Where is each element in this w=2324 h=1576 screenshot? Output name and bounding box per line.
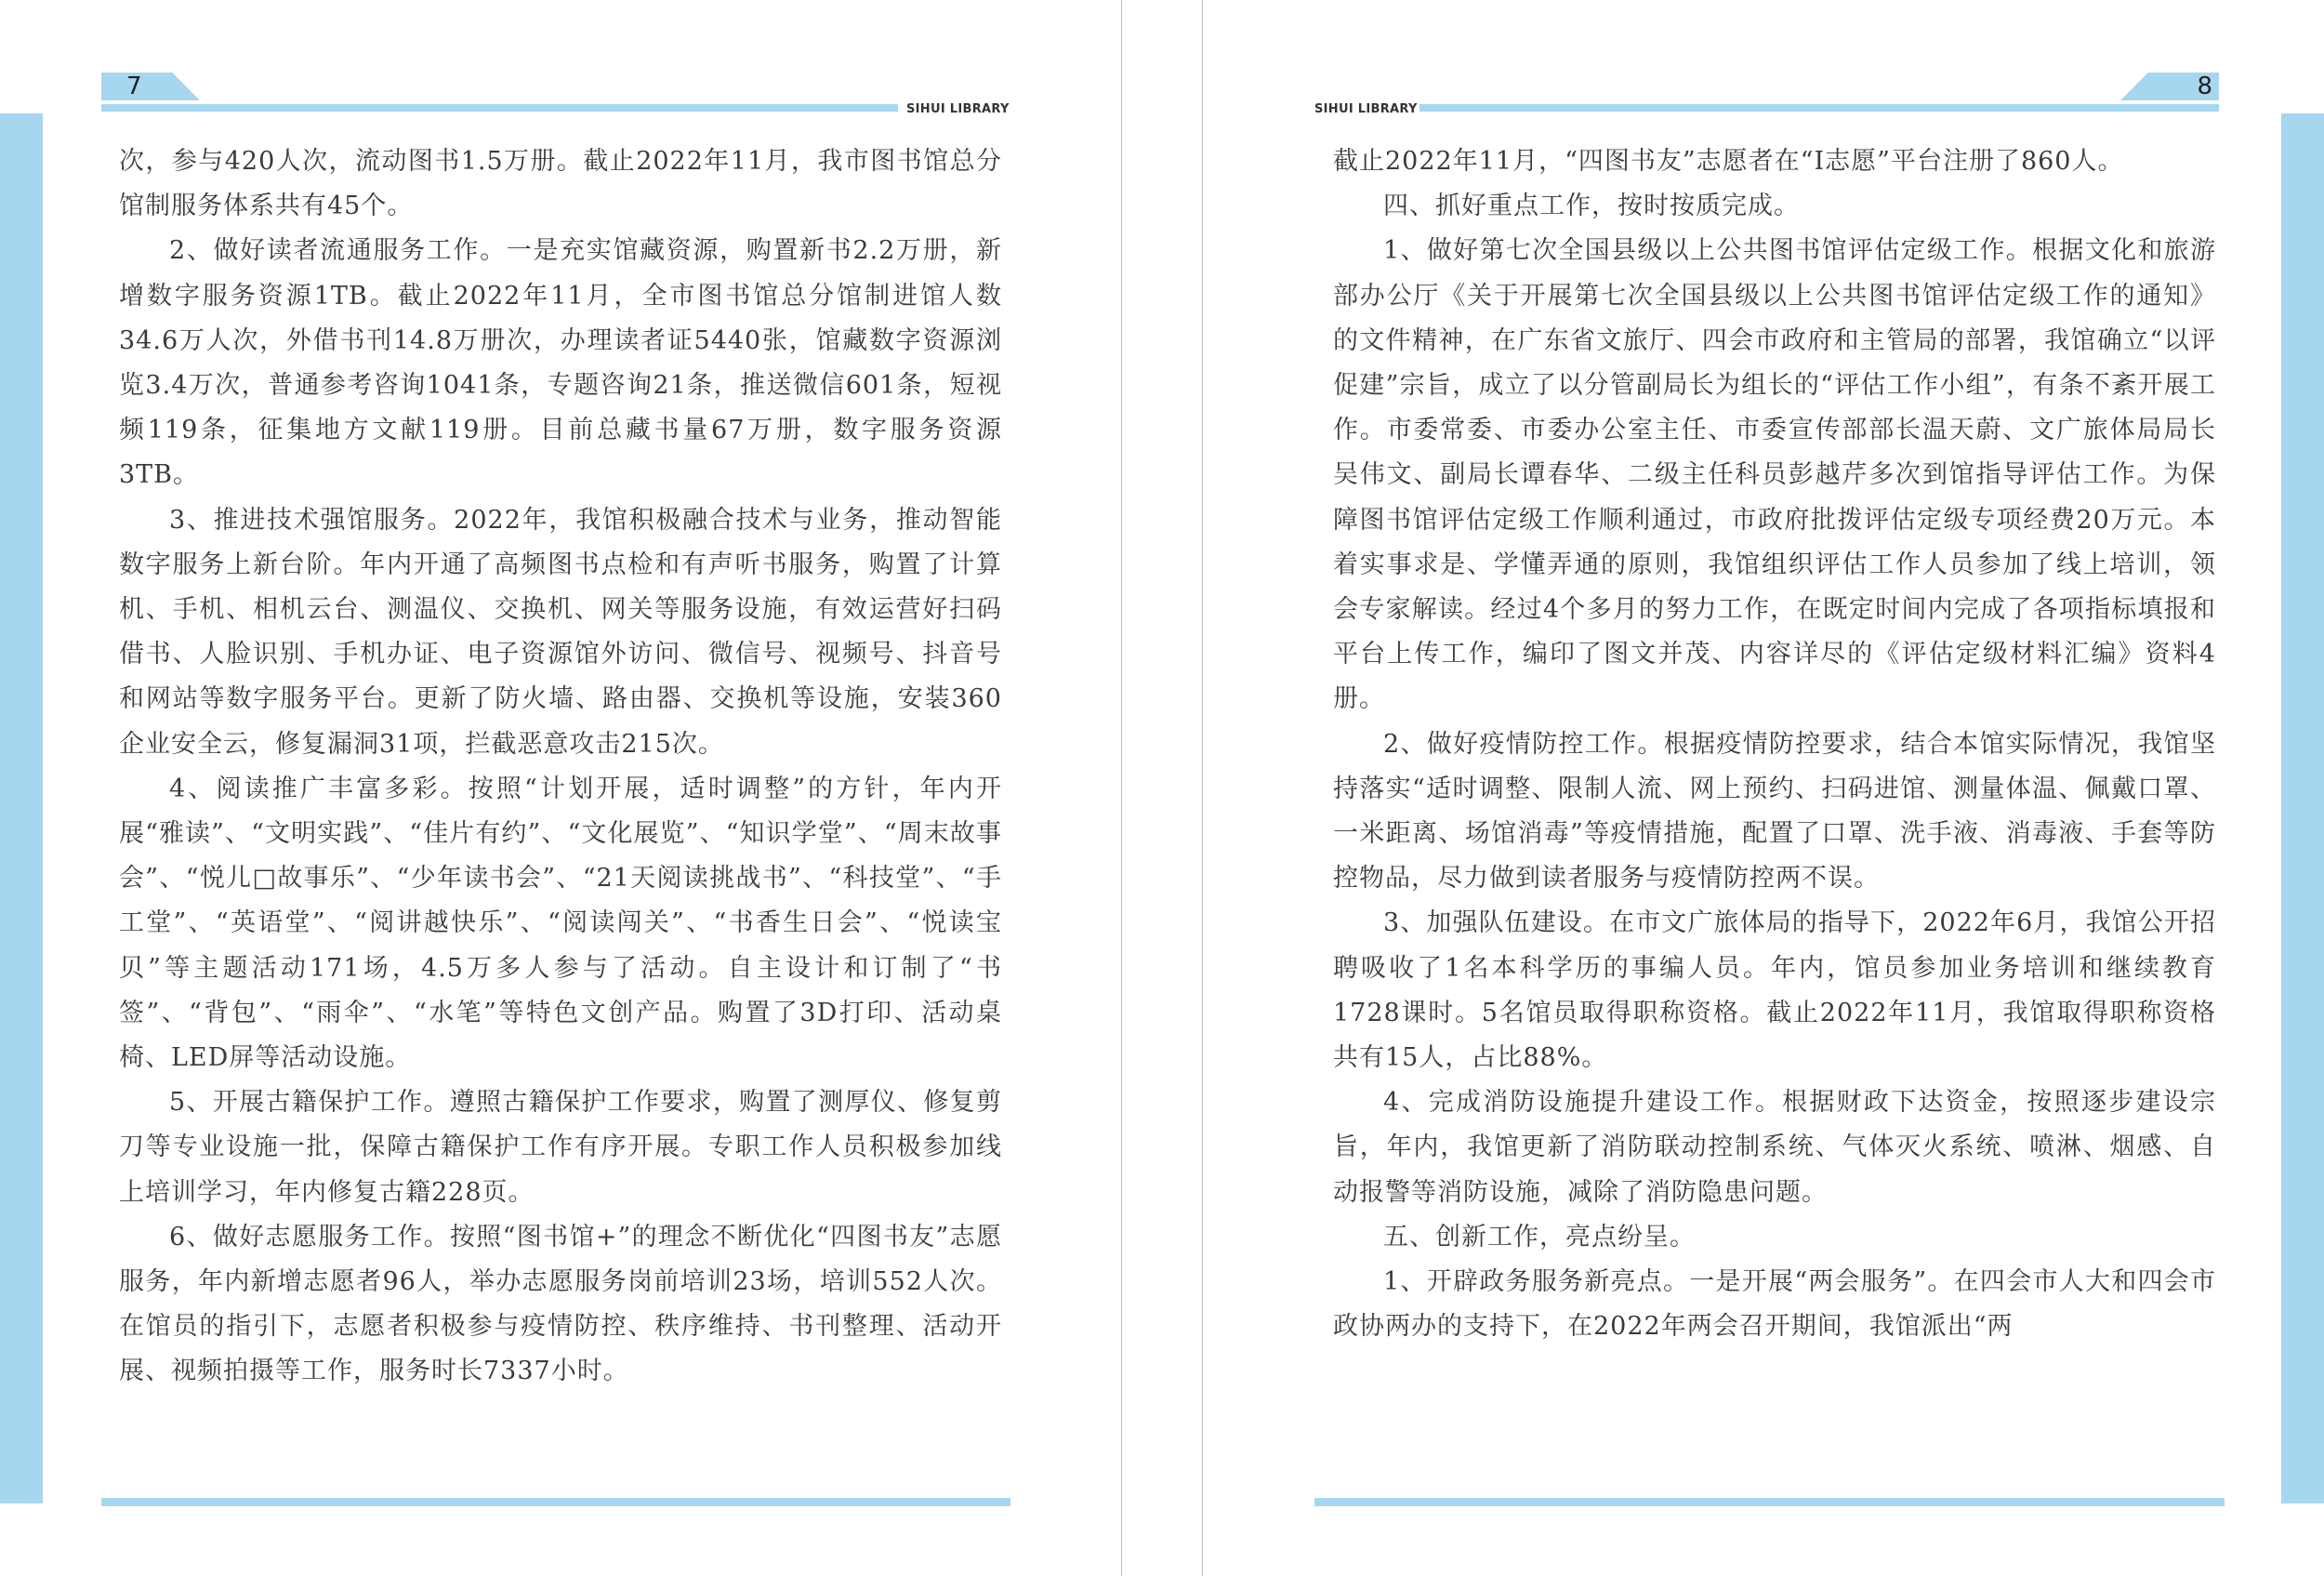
right-page: [1203, 0, 2324, 1576]
page-number-tab: [101, 73, 200, 100]
left-side-bar: [0, 113, 43, 1503]
section-heading: 五、创新工作，亮点纷呈。: [1383, 1222, 1696, 1252]
header-label: SIHUI LIBRARY: [906, 102, 1010, 116]
page-number: 8: [2197, 73, 2212, 100]
paragraph: 4、完成消防设施提升建设工作。根据财政下达资金，按照逐步建设宗旨，年内，我馆更新了消防联动控制系统、气体灭火系统、喷淋、烟感、自动报警等消防设施，减除了消防隐患问题。: [1333, 1088, 2216, 1207]
header-label: SIHUI LIBRARY: [1314, 102, 1418, 116]
page-number: 7: [126, 73, 142, 100]
paragraph: 截止2022年11月，“四图书友”志愿者在“I志愿”平台注册了860人。: [1333, 147, 2124, 176]
header-rule: [1419, 104, 2219, 112]
paragraph: 3、推进技术强馆服务。2022年，我馆积极融合技术与业务，推动智能数字服务上新台阶。年内开通了高频图书点检和有声听书服务，购置了计算机、手机、相机云台、测温仪、交换机、网关等服务设施，有效运营好扫码借书、人脸识别、手机办证、电子资源馆外访问、微信号、视频号、抖音号和网站等数字服务平台。更新了防火墙、路由器、交换机等设施，安装360企业安全云，修复漏洞31项，拦截恶意攻击215次。: [119, 505, 1002, 759]
paragraph: 1、做好第七次全国县级以上公共图书馆评估定级工作。根据文化和旅游部办公厅《关于开展第七次全国县级以上公共图书馆评估定级工作的通知》的文件精神，在广东省文旅厅、四会市政府和主管局的部署，我馆确立“以评促建”宗旨，成立了以分管副局长为组长的“评估工作小组”，有条不紊开展工作。市委常委、市委办公室主任、市委宣传部部长温天蔚、文广旅体局局长吴伟文、副局长谭春华、二级主任科员彭越芹多次到馆指导评估工作。为保障图书馆评估定级工作顺利通过，市政府批拨评估定级专项经费20万元。本着实事求是、学懂弄通的原则，我馆组织评估工作人员参加了线上培训，领会专家解读。经过4个多月的努力工作，在既定时间内完成了各项指标填报和平台上传工作，编印了图文并茂、内容详尽的《评估定级材料汇编》资料4册。: [1333, 236, 2216, 714]
footer-rule: [101, 1498, 1010, 1506]
left-page: [0, 0, 1121, 1576]
book-gutter: [1122, 0, 1202, 1576]
paragraph: 3、加强队伍建设。在市文广旅体局的指导下，2022年6月，我馆公开招聘吸收了1名本科学历的事编人员。年内，馆员参加业务培训和继续教育1728课时。5名馆员取得职称资格。截止2022年11月，我馆取得职称资格共有15人，占比88%。: [1333, 908, 2216, 1073]
paragraph: 5、开展古籍保护工作。遵照古籍保护工作要求，购置了测厚仪、修复剪刀等专业设施一批，保障古籍保护工作有序开展。专职工作人员积极参加线上培训学习，年内修复古籍228页。: [119, 1088, 1002, 1207]
footer-rule: [1314, 1498, 2225, 1506]
section-heading: 四、抓好重点工作，按时按质完成。: [1383, 192, 1800, 221]
paragraph: 2、做好读者流通服务工作。一是充实馆藏资源，购置新书2.2万册，新增数字服务资源1TB。截止2022年11月，全市图书馆总分馆制进馆人数34.6万人次，外借书刊14.8万册次，办理读者证5440张，馆藏数字资源浏览3.4万次，普通参考咨询1041条，专题咨询21条，推送微信601条，短视频119条，征集地方文献119册。目前总藏书量67万册，数字服务资源3TB。: [119, 236, 1002, 490]
right-side-bar: [2281, 113, 2324, 1503]
body-text: [1333, 139, 2216, 1349]
paragraph: 6、做好志愿服务工作。按照“图书馆+”的理念不断优化“四图书友”志愿服务，年内新增志愿者96人，举办志愿服务岗前培训23场，培训552人次。在馆员的指引下，志愿者积极参与疫情防控、秩序维持、书刊整理、活动开展、视频拍摄等工作，服务时长7337小时。: [119, 1222, 1002, 1386]
paragraph: 次，参与420人次，流动图书1.5万册。截止2022年11月，我市图书馆总分馆制服务体系共有45个。: [119, 147, 1002, 221]
header-rule: [101, 104, 898, 112]
paragraph: 2、做好疫情防控工作。根据疫情防控要求，结合本馆实际情况，我馆坚持落实“适时调整、限制人流、网上预约、扫码进馆、测量体温、佩戴口罩、一米距离、场馆消毒”等疫情措施，配置了口罩、洗手液、消毒液、手套等防控物品，尽力做到读者服务与疫情防控两不误。: [1333, 729, 2216, 894]
paragraph: 1、开辟政务服务新亮点。一是开展“两会服务”。在四会市人大和四会市政协两办的支持下，在2022年两会召开期间，我馆派出“两: [1333, 1267, 2216, 1342]
paragraph: 4、阅读推广丰富多彩。按照“计划开展，适时调整”的方针，年内开展“雅读”、“文明实践”、“佳片有约”、“文化展览”、“知识学堂”、“周末故事会”、“悦儿□故事乐”、“少年读书会”、“21天阅读挑战书”、“科技堂”、“手工堂”、“英语堂”、“阅讲越快乐”、“阅读闯关”、“书香生日会”、“悦读宝贝”等主题活动171场，4.5万多人参与了活动。自主设计和订制了“书签”、“背包”、“雨伞”、“水笔”等特色文创产品。购置了3D打印、活动桌椅、LED屏等活动设施。: [119, 774, 1002, 1073]
body-text: [119, 139, 1002, 1395]
